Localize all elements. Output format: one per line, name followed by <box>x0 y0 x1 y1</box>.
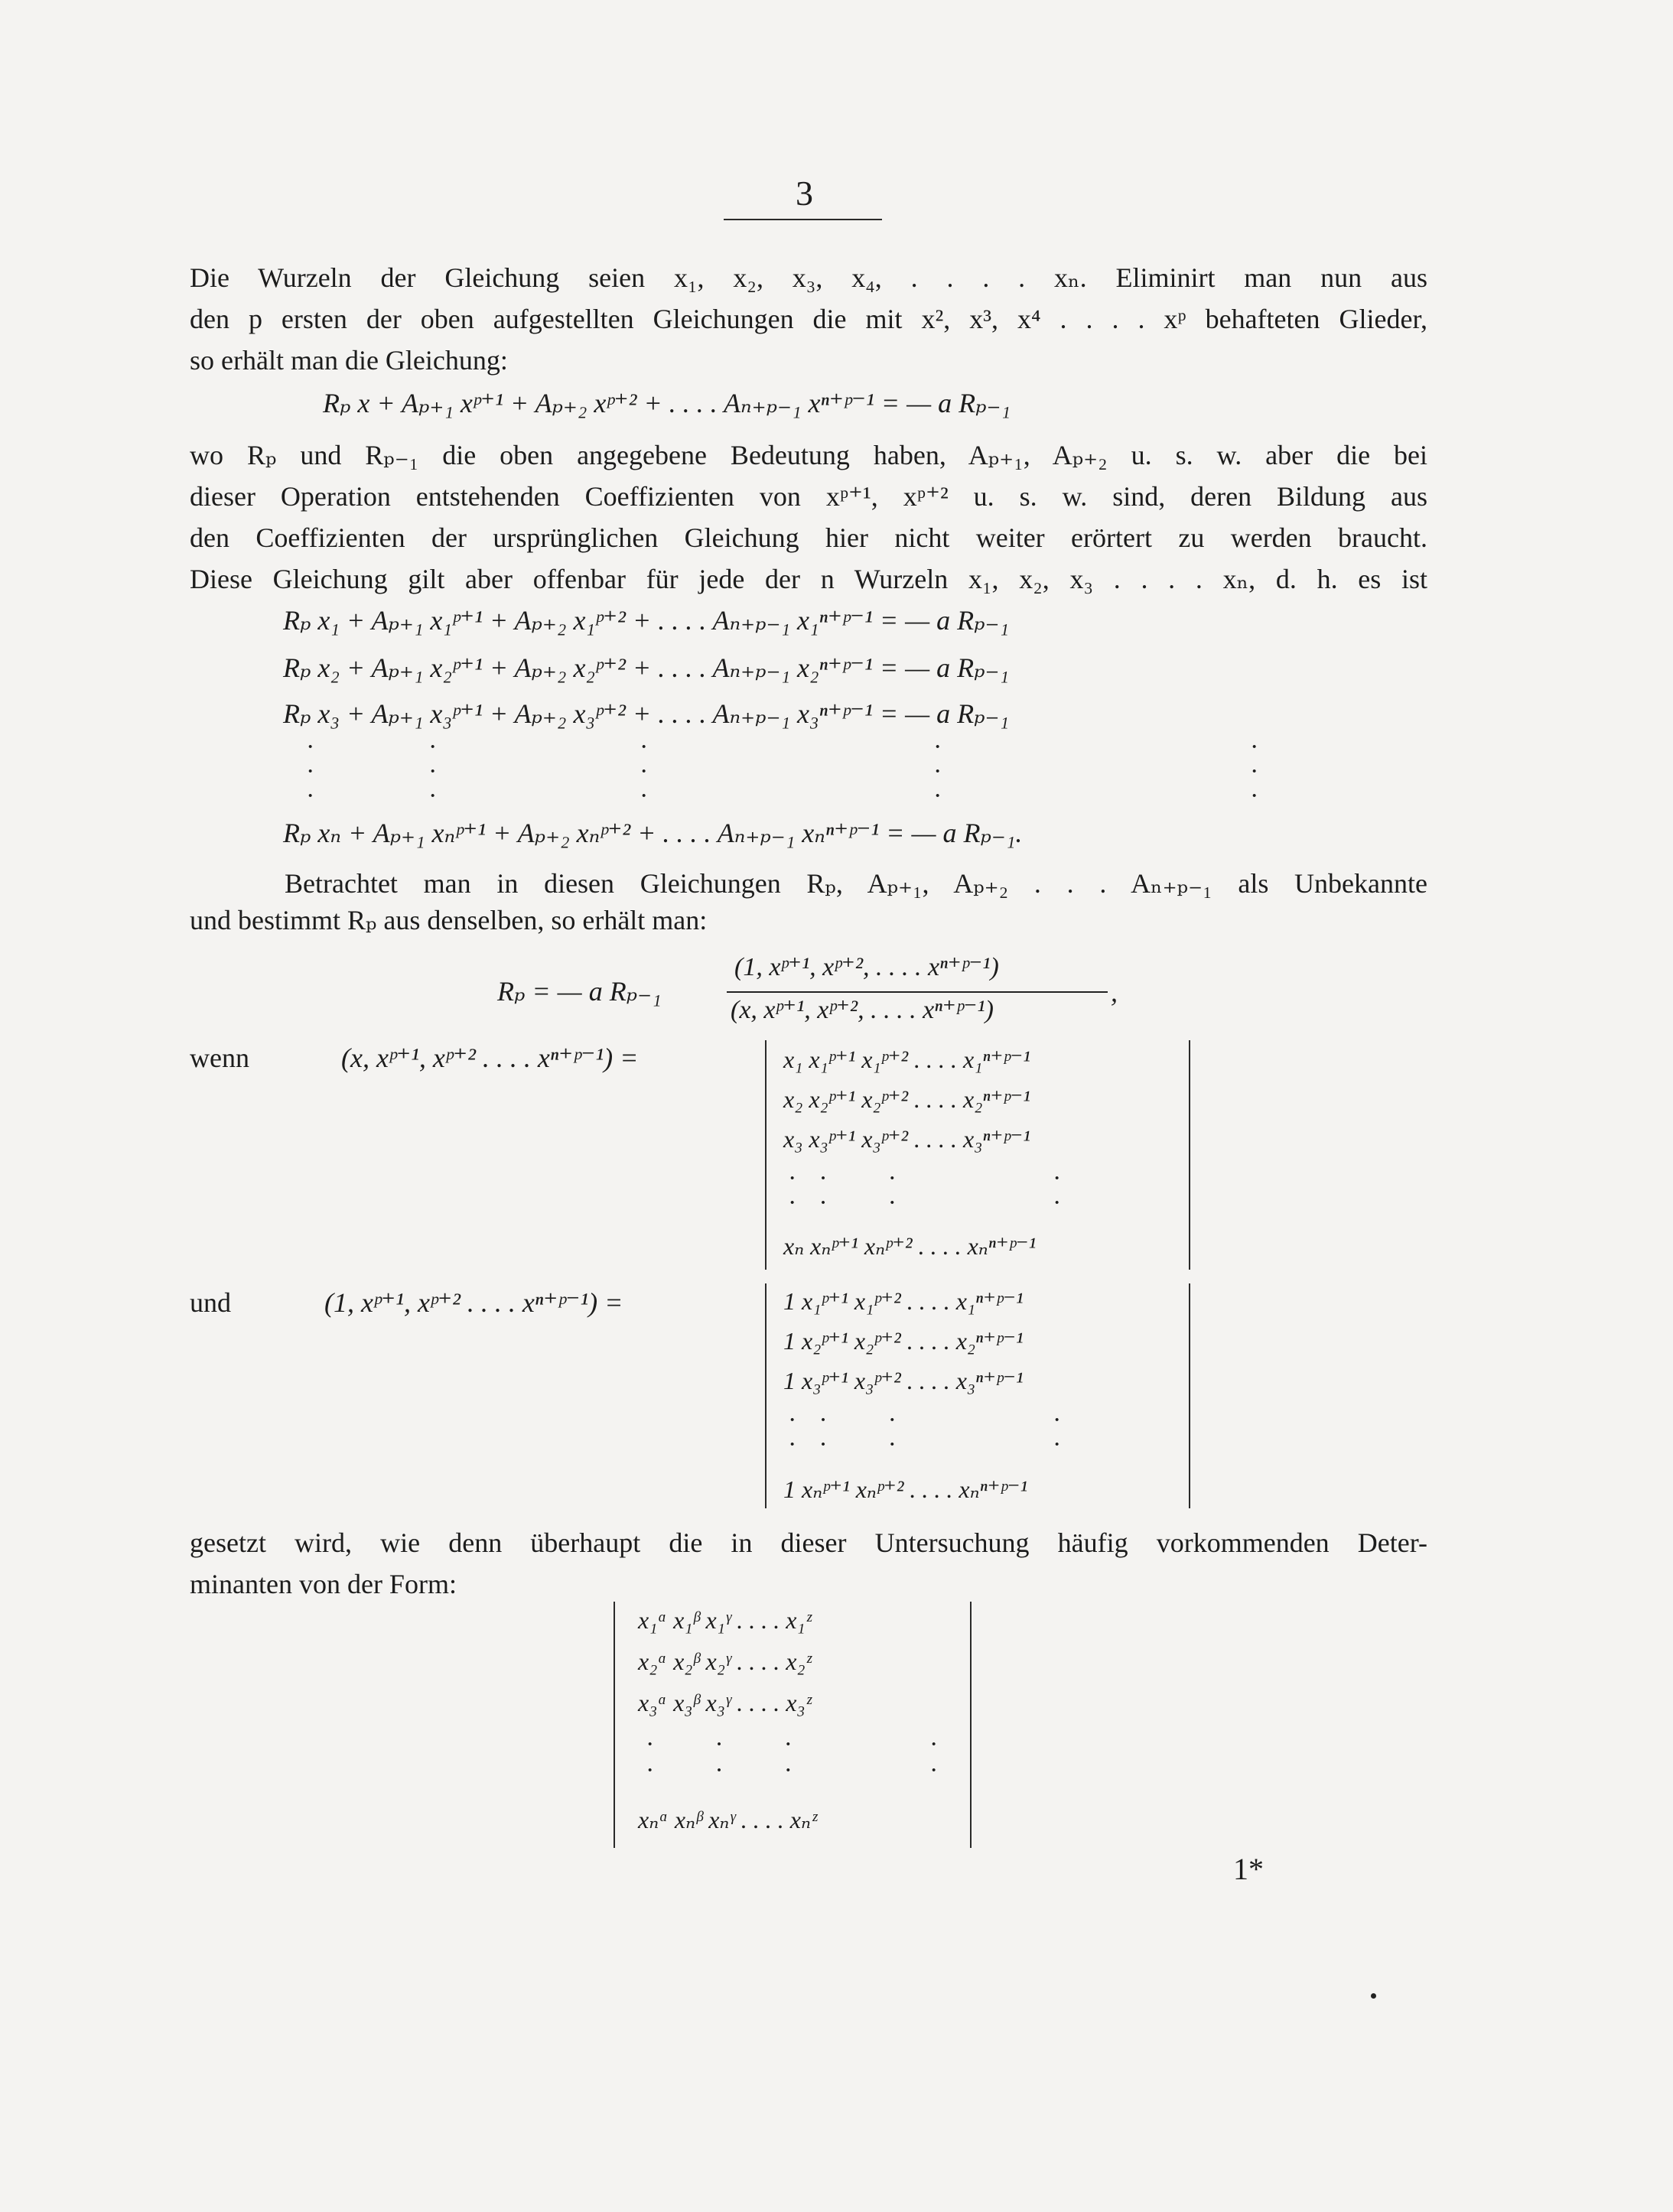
ellipsis-dots: · <box>306 757 318 786</box>
system-row: Rₚ x₃ + Aₚ₊₁ x₃ᵖ⁺¹ + Aₚ₊₂ x₃ᵖ⁺² + . . . . Aₙ₊ₚ₋₁ x₃ⁿ⁺ᵖ⁻¹ = — a Rₚ₋₁ <box>283 698 1010 729</box>
signature-mark: 1* <box>1233 1852 1264 1886</box>
text-line: und bestimmt Rₚ aus denselben, so erhält man: <box>190 905 708 935</box>
system-row: Rₚ x₁ + Aₚ₊₁ x₁ᵖ⁺¹ + Aₚ₊₂ x₁ᵖ⁺² + . . . . Aₙ₊ₚ₋₁ x₁ⁿ⁺ᵖ⁻¹ = — a Rₚ₋₁ <box>283 605 1010 636</box>
det1-row: x₂ x₂ᵖ⁺¹ x₂ᵖ⁺² . . . . x₂ⁿ⁺ᵖ⁻¹ <box>783 1085 1030 1113</box>
ellipsis-dots: · · · · <box>788 1406 1065 1434</box>
det1-row: x₃ x₃ᵖ⁺¹ x₃ᵖ⁺² . . . . x₃ⁿ⁺ᵖ⁻¹ <box>783 1125 1030 1153</box>
text-line: minanten von der Form: <box>190 1569 457 1599</box>
ellipsis-dots: · <box>933 733 946 761</box>
fraction-comma: , <box>1111 977 1118 1007</box>
det2-row: 1 x₁ᵖ⁺¹ x₁ᵖ⁺² . . . . x₁ⁿ⁺ᵖ⁻¹ <box>783 1287 1024 1315</box>
ellipsis-dots: · <box>1250 782 1262 810</box>
det2-lhs: (1, xᵖ⁺¹, xᵖ⁺² . . . . xⁿ⁺ᵖ⁻¹) = <box>324 1287 623 1318</box>
text-line: Betrachtet man in diesen Gleichungen Rₚ, Aₚ₊₁, Aₚ₊₂ . . . Aₙ₊ₚ₋₁ als Unbekannte <box>285 868 1427 899</box>
text-line: den Coeffizienten der ursprünglichen Gleichung hier nicht weiter erörtert zu werden braucht. <box>190 522 1427 553</box>
text-line: so erhält man die Gleichung: <box>190 345 508 376</box>
equation-main: Rₚ x + Aₚ₊₁ xᵖ⁺¹ + Aₚ₊₂ xᵖ⁺² + . . . . Aₙ₊ₚ₋₁ xⁿ⁺ᵖ⁻¹ = — a Rₚ₋₁ <box>323 388 1011 418</box>
ellipsis-dots: · <box>306 733 318 761</box>
ellipsis-dots: · <box>640 757 652 786</box>
ellipsis-dots: · <box>1250 757 1262 786</box>
text-line: gesetzt wird, wie denn überhaupt die in dieser Untersuchung häufig vorkommenden Deter- <box>190 1527 1427 1558</box>
ellipsis-dots: · <box>428 757 441 786</box>
ellipsis-dots: · · · · <box>646 1730 942 1758</box>
paragraph-explanation <box>190 434 1427 600</box>
text-line: wo Rₚ und Rₚ₋₁ die oben angegebene Bedeutung haben, Aₚ₊₁, Aₚ₊₂ u. s. w. aber die bei <box>190 440 1427 470</box>
ellipsis-dots: · <box>1250 733 1262 761</box>
fraction-denominator: (x, xᵖ⁺¹, xᵖ⁺², . . . . xⁿ⁺ᵖ⁻¹) <box>731 996 994 1024</box>
ellipsis-dots: · <box>428 733 441 761</box>
paragraph-unknowns <box>285 863 1427 904</box>
fraction-numerator: (1, xᵖ⁺¹, xᵖ⁺², . . . . xⁿ⁺ᵖ⁻¹) <box>734 953 999 981</box>
det2-row: 1 x₂ᵖ⁺¹ x₂ᵖ⁺² . . . . x₂ⁿ⁺ᵖ⁻¹ <box>783 1327 1024 1355</box>
ellipsis-dots: · <box>306 782 318 810</box>
ellipsis-dots: · · · · <box>788 1189 1065 1217</box>
det1-label: wenn <box>190 1043 249 1073</box>
det2-label: und <box>190 1287 231 1318</box>
det1-row-last: xₙ xₙᵖ⁺¹ xₙᵖ⁺² . . . . xₙⁿ⁺ᵖ⁻¹ <box>783 1232 1037 1260</box>
fraction-bar <box>727 991 1108 993</box>
paragraph-intro <box>190 257 1427 381</box>
ellipsis-dots: · · · · <box>788 1164 1065 1192</box>
ellipsis-dots: · <box>428 782 441 810</box>
det1-row: x₁ x₁ᵖ⁺¹ x₁ᵖ⁺² . . . . x₁ⁿ⁺ᵖ⁻¹ <box>783 1046 1030 1073</box>
ellipsis-dots: · · · · <box>788 1430 1065 1459</box>
det2-row: 1 x₃ᵖ⁺¹ x₃ᵖ⁺² . . . . x₃ⁿ⁺ᵖ⁻¹ <box>783 1367 1024 1394</box>
system-row: Rₚ x₂ + Aₚ₊₁ x₂ᵖ⁺¹ + Aₚ₊₂ x₂ᵖ⁺² + . . . . Aₙ₊ₚ₋₁ x₂ⁿ⁺ᵖ⁻¹ = — a Rₚ₋₁ <box>283 652 1010 683</box>
ellipsis-dots: · · · · <box>646 1756 942 1784</box>
det2-row-last: 1 xₙᵖ⁺¹ xₙᵖ⁺² . . . . xₙⁿ⁺ᵖ⁻¹ <box>783 1475 1028 1503</box>
system-row-last: Rₚ xₙ + Aₚ₊₁ xₙᵖ⁺¹ + Aₚ₊₂ xₙᵖ⁺² + . . . . Aₙ₊ₚ₋₁ xₙⁿ⁺ᵖ⁻¹ = — a Rₚ₋₁. <box>283 818 1023 848</box>
ellipsis-dots: · <box>933 757 946 786</box>
ellipsis-dots: · <box>933 782 946 810</box>
det3-row: x₂ᵅ x₂ᵝ x₂ᵞ . . . . x₂ᶻ <box>638 1648 812 1675</box>
text-line: den p ersten der oben aufgestellten Gleichungen die mit x², x³, x⁴ . . . . xᵖ behafteten Glieder, <box>190 304 1427 334</box>
det1-lhs: (x, xᵖ⁺¹, xᵖ⁺² . . . . xⁿ⁺ᵖ⁻¹) = <box>341 1043 639 1073</box>
text-line: dieser Operation entstehenden Coeffizienten von xᵖ⁺¹, xᵖ⁺² u. s. w. sind, deren Bildung aus <box>190 481 1427 512</box>
det3-row: x₃ᵅ x₃ᵝ x₃ᵞ . . . . x₃ᶻ <box>638 1689 812 1716</box>
text-line: Die Wurzeln der Gleichung seien x₁, x₂, x₃, x₄, . . . . xₙ. Eliminirt man nun aus <box>190 262 1427 293</box>
ink-speck <box>1371 1993 1376 1999</box>
ellipsis-dots: · <box>640 733 652 761</box>
det3-row-last: xₙᵅ xₙᵝ xₙᵞ . . . . xₙᶻ <box>638 1806 817 1833</box>
fraction-lhs: Rₚ = — a Rₚ₋₁ <box>497 976 662 1007</box>
page-number: 3 <box>796 174 813 213</box>
header-rule <box>724 219 882 220</box>
det3-row: x₁ᵅ x₁ᵝ x₁ᵞ . . . . x₁ᶻ <box>638 1606 812 1634</box>
paragraph-determinants <box>190 1522 1427 1605</box>
ellipsis-dots: · <box>640 782 652 810</box>
text-line: Diese Gleichung gilt aber offenbar für jede der n Wurzeln x₁, x₂, x₃ . . . . xₙ, d. h. es ist <box>190 564 1427 594</box>
